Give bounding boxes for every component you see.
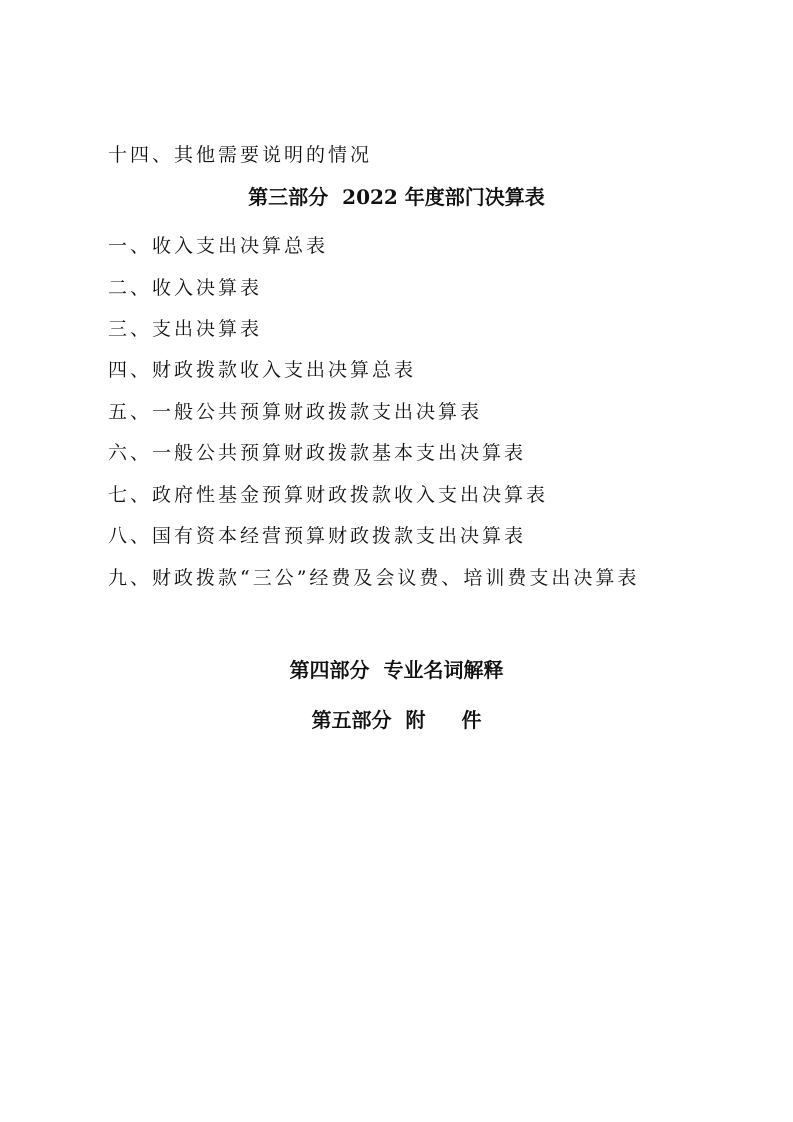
part3-label: 第三部分 xyxy=(248,185,329,209)
part5-label: 第五部分 xyxy=(311,708,392,732)
part3-title: 2022 年度部门决算表 xyxy=(342,185,545,209)
part3-item-4: 四、财政拨款收入支出决算总表 xyxy=(108,359,417,381)
part4-label: 第四部分 xyxy=(289,658,370,682)
toc-item-14: 十四、其他需要说明的情况 xyxy=(108,144,373,166)
part5-title-char-1: 附 xyxy=(405,708,426,732)
part3-item-1: 一、收入支出决算总表 xyxy=(108,235,329,257)
part3-item-6: 六、一般公共预算财政拨款基本支出决算表 xyxy=(108,442,527,464)
part5-heading xyxy=(0,707,793,733)
part3-item-2: 二、收入决算表 xyxy=(108,277,263,299)
part3-heading xyxy=(0,184,793,210)
part3-item-7: 七、政府性基金预算财政拨款收入支出决算表 xyxy=(108,484,549,506)
part5-title-char-2: 件 xyxy=(461,708,482,732)
part4-title: 专业名词解释 xyxy=(383,658,504,682)
part3-item-8: 八、国有资本经营预算财政拨款支出决算表 xyxy=(108,525,527,547)
part3-item-5: 五、一般公共预算财政拨款支出决算表 xyxy=(108,401,483,423)
part3-item-3: 三、支出决算表 xyxy=(108,318,263,340)
part3-item-9: 九、财政拨款“三公”经费及会议费、培训费支出决算表 xyxy=(108,567,640,589)
part4-heading xyxy=(0,657,793,683)
